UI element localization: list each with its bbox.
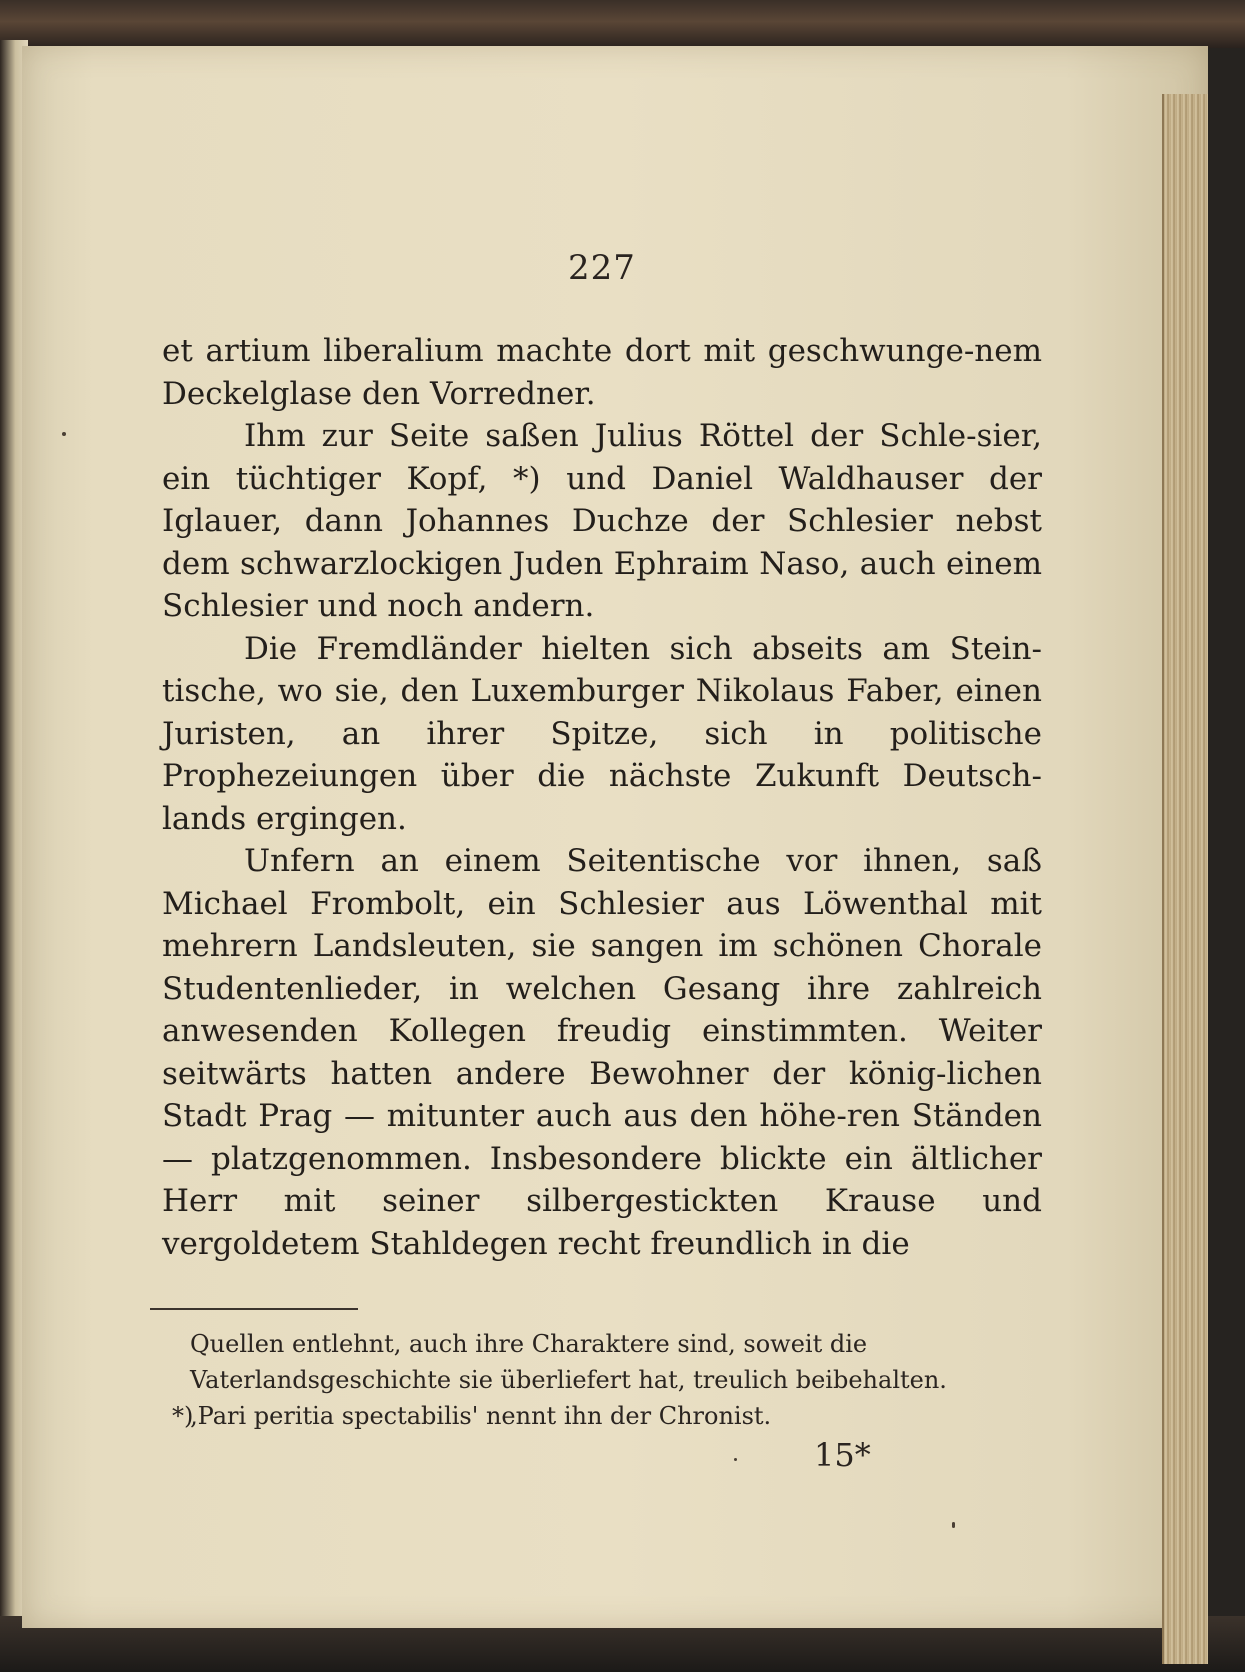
footnote-divider — [150, 1308, 358, 1310]
footnotes — [172, 1326, 1042, 1434]
footnote-continued: Quellen entlehnt, auch ihre Charaktere sind, soweit die Vaterlandsgeschichte sie überliefert hat, treulich beibehalten. — [190, 1330, 947, 1394]
body-text — [162, 330, 1042, 1265]
footnote-text: ‚Pari peritia spectabilis' nennt ihn der Chronist. — [190, 1402, 772, 1430]
paragraph-1: et artium liberalium machte dort mit geschwunge-nem Deckelglase den Vorredner. — [162, 333, 1042, 412]
footnote-marker: *) — [172, 1402, 194, 1430]
paper-speck — [952, 1522, 955, 1528]
book-top-edge — [0, 0, 1245, 48]
paragraph-4: Unfern an einem Seitentische vor ihnen, saß Michael Frombolt, ein Schlesier aus Löwenthal mit mehrern Landsleuten, sie sangen im schönen Chorale Studentenlieder, in welchen Gesang ihre zahlreich anwesenden Kollegen freudig einstimmten. Weiter seitwärts hatten andere Bewohner der könig-lichen Stadt Prag — mitunter auch aus den höhe-ren Ständen — platzgenommen. Insbesondere blickte ein ältlicher Herr mit seiner silbergestickten Krause und vergoldetem Stahldegen recht freundlich in die — [162, 843, 1042, 1262]
paragraph-3: Die Fremdländer hielten sich abseits am Stein-tische, wo sie, den Luxemburger Nikolaus Faber, einen Juristen, an ihrer Spitze, sich in politische Prophezeiungen über die nächste Zukunft Deutsch-lands ergingen. — [162, 630, 1042, 837]
paper-page — [22, 46, 1208, 1628]
paper-speck — [62, 432, 66, 436]
printer-signature: 15* — [814, 1436, 871, 1474]
paragraph-2: Ihm zur Seite saßen Julius Röttel der Schle-sier, ein tüchtiger Kopf, *) und Daniel Waldhauser der Iglauer, dann Johannes Duchze der Schlesier nebst dem schwarzlockigen Juden Ephraim Naso, auch einem Schlesier und noch andern. — [162, 418, 1042, 624]
paper-speck — [734, 1458, 737, 1461]
page-fore-edge — [1162, 94, 1208, 1664]
page-number: 227 — [568, 248, 636, 288]
